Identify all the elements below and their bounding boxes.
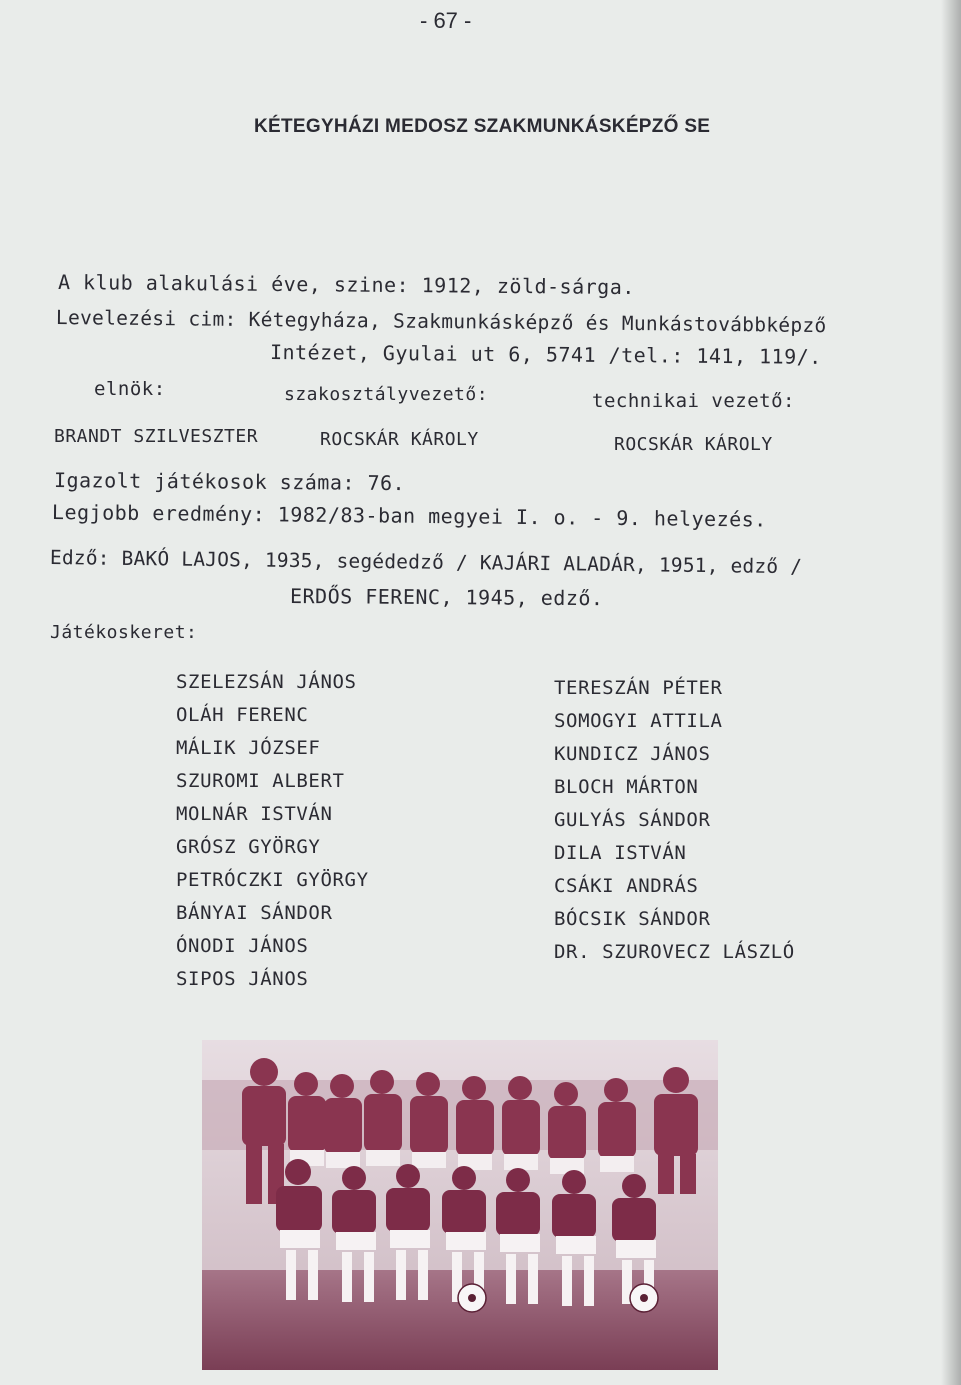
list-item: MÁLIK JÓZSEF — [176, 737, 321, 759]
list-item: GRÓSZ GYÖRGY — [176, 836, 321, 858]
best-result-line: Legjobb eredmény: 1982/83-ban megyei I. o. - 9. helyezés. — [51, 500, 767, 532]
squad-list-right — [554, 672, 795, 969]
list-item: CSÁKI ANDRÁS — [554, 875, 699, 897]
page-edge-shadow — [941, 0, 961, 1385]
section-leader-name: ROCSKÁR KÁROLY — [320, 429, 479, 450]
president-name: BRANDT SZILVESZTER — [54, 426, 259, 447]
list-item: DILA ISTVÁN — [554, 842, 687, 864]
list-item: BÁNYAI SÁNDOR — [176, 902, 333, 924]
address-line-2: Intézet, Gyulai ut 6, 5741 /tel.: 141, 119/. — [269, 340, 822, 369]
squad-label: Játékoskeret: — [50, 622, 198, 643]
list-item: SZUROMI ALBERT — [176, 770, 345, 792]
president-label: elnök: — [94, 378, 166, 400]
coaches-line-2: ERDŐS FERENC, 1945, edző. — [289, 584, 604, 611]
list-item: SOMOGYI ATTILA — [554, 710, 723, 732]
list-item: DR. SZUROVECZ LÁSZLÓ — [554, 941, 795, 963]
squad-list-left — [176, 666, 369, 996]
list-item: BLOCH MÁRTON — [554, 776, 699, 798]
page-number: - 67 - — [420, 8, 472, 33]
team-photo — [202, 1040, 718, 1370]
page-title: KÉTEGYHÁZI MEDOSZ SZAKMUNKÁSKÉPZŐ SE — [254, 116, 711, 137]
coaches-line-1: Edző: BAKÓ LAJOS, 1935, segédedző / KAJÁRI ALADÁR, 1951, edző / — [49, 546, 803, 579]
list-item: SZELEZSÁN JÁNOS — [176, 671, 357, 693]
club-founding-line: A klub alakulási éve, szine: 1912, zöld-sárga. — [57, 270, 635, 300]
list-item: TERESZÁN PÉTER — [554, 677, 723, 699]
tech-leader-label: technikai vezető: — [592, 390, 795, 412]
address-line-1: Levelezési cim: Kétegyháza, Szakmunkásképző és Munkástovábbképző — [55, 306, 827, 338]
list-item: GULYÁS SÁNDOR — [554, 809, 711, 831]
section-leader-label: szakosztályvezető: — [284, 384, 489, 405]
registered-players-line: Igazolt játékosok száma: 76. — [53, 468, 406, 496]
list-item: KUNDICZ JÁNOS — [554, 743, 711, 765]
list-item: MOLNÁR ISTVÁN — [176, 803, 333, 825]
list-item: SIPOS JÁNOS — [176, 968, 309, 990]
list-item: OLÁH FERENC — [176, 704, 309, 726]
list-item: PETRÓCZKI GYÖRGY — [176, 869, 369, 891]
tech-leader-name: ROCSKÁR KÁROLY — [614, 434, 773, 455]
list-item: ÓNODI JÁNOS — [176, 935, 309, 957]
list-item: BÓCSIK SÁNDOR — [554, 908, 711, 930]
